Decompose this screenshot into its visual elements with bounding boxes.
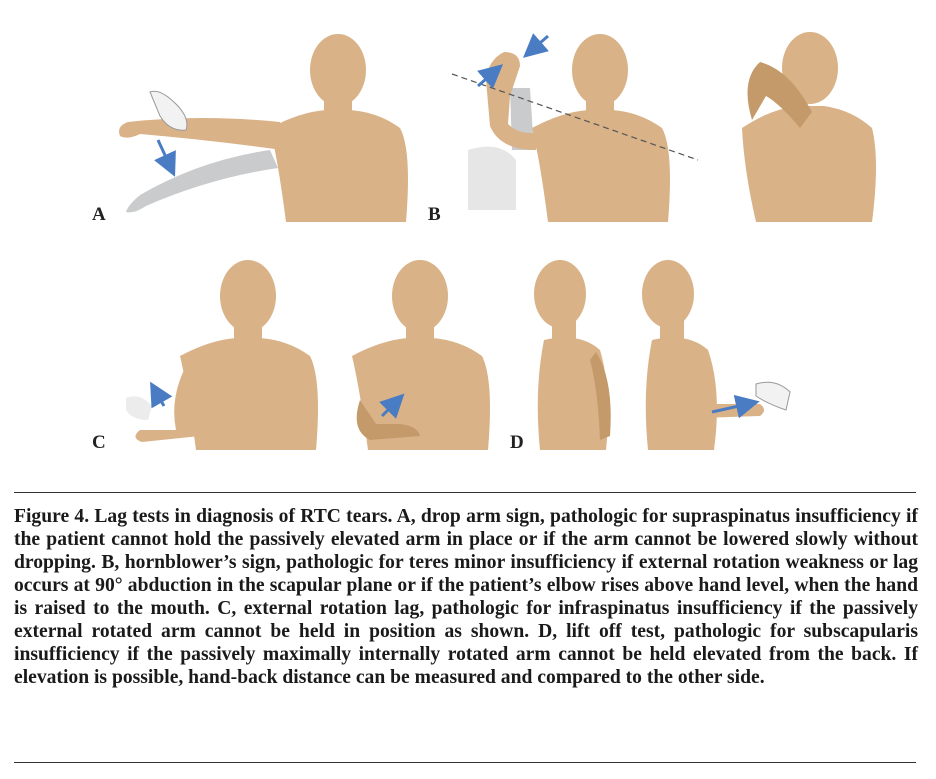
- panel-a-drop-arm: [119, 34, 408, 222]
- panel-c-external-rotation-lag: [126, 260, 490, 450]
- panel-d-lift-off: [534, 260, 790, 450]
- figure-caption: [14, 505, 918, 689]
- panel-label-b: B: [428, 204, 441, 225]
- panel-label-d: D: [510, 432, 524, 453]
- panel-b-hornblower: [452, 32, 876, 222]
- caption-top-rule: [14, 492, 916, 493]
- panel-label-a: A: [92, 204, 106, 225]
- panel-label-c: C: [92, 432, 106, 453]
- caption-text: Lag tests in diagnosis of RTC tears. A, drop arm sign, pathologic for supraspinatus insufficiency if the patient cannot hold the passively elevated arm in place or if the arm cannot be lowered slowly without dropping. B, hornblower’s sign, pathologic for teres minor insufficiency if external rotation weakness or lag occurs at 90° abduction in the scapular plane or if the patient’s elbow rises above hand level, when the hand is raised to the mouth. C, external rotation lag, pathologic for infraspinatus insufficiency if the passively external rotated arm cannot be held in position as shown. D, lift off test, pathologic for subscapularis insufficiency if the passively maximally internally rotated arm cannot be held elevated from the back. If elevation is possible, hand-back distance can be measured and compared to the other side.: [14, 506, 918, 688]
- caption-label: Figure 4.: [14, 506, 90, 527]
- caption-bottom-rule: [14, 762, 916, 763]
